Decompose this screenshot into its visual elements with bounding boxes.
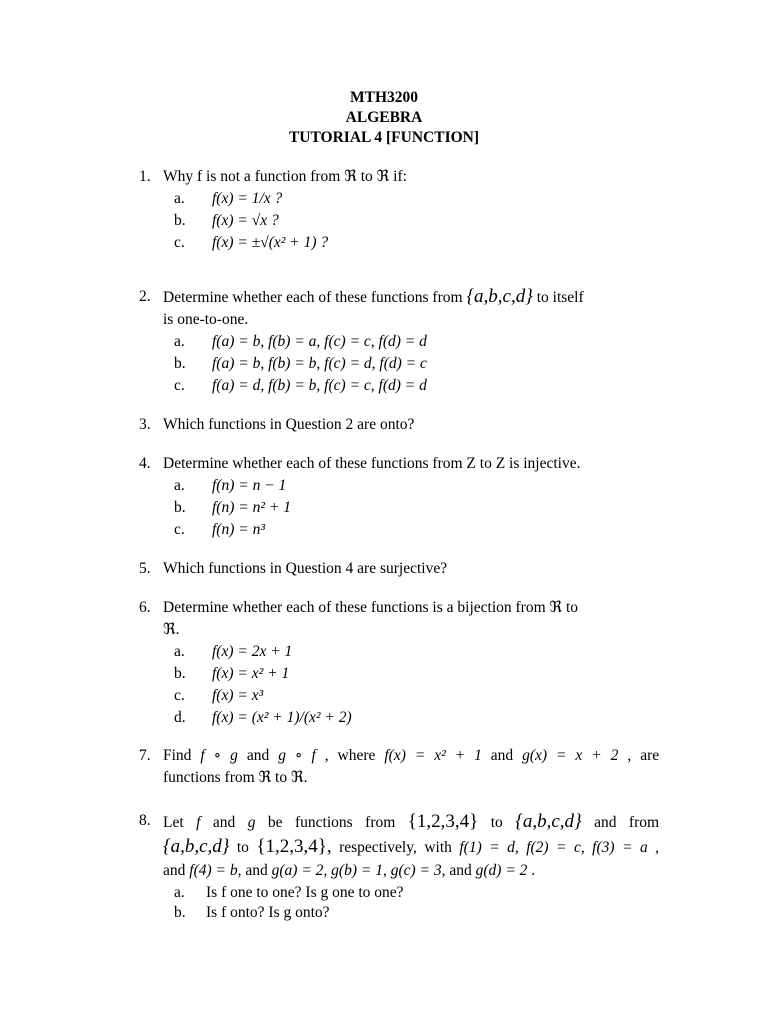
- question-text: Determine whether each of these functions from Z to Z is injective.: [163, 455, 581, 472]
- question-text-continued: [163, 835, 659, 860]
- item-label: a.: [174, 884, 185, 901]
- function-values: g(d) = 2: [475, 862, 528, 879]
- question-text: [163, 810, 659, 835]
- question-number: 2.: [139, 288, 151, 305]
- question-1: [139, 166, 659, 254]
- item-text: Is f onto? Is g onto?: [206, 904, 330, 921]
- question-text: [163, 286, 659, 309]
- text-word: and: [490, 747, 514, 764]
- question-text-continued: ℜ.: [163, 621, 180, 638]
- question-number: 3.: [139, 416, 151, 433]
- text-word: Find: [163, 747, 192, 764]
- item-label: b.: [174, 499, 186, 516]
- function-symbol: g: [247, 814, 256, 831]
- function-definition: g(x) = x + 2 ,: [522, 747, 632, 764]
- question-text-continued: [163, 860, 659, 882]
- item-expression: f(a) = d, f(b) = b, f(c) = c, f(d) = d: [212, 377, 427, 394]
- text-word: and: [212, 814, 236, 831]
- item-label: a.: [174, 477, 185, 494]
- question-text: Determine whether each of these functions is a bijection from ℜ to: [163, 599, 579, 616]
- question-8: [139, 810, 659, 922]
- text-word: Let: [163, 814, 184, 831]
- question-3: [139, 414, 659, 436]
- question-text: [163, 745, 659, 767]
- question-number: 5.: [139, 560, 151, 577]
- course-name: ALGEBRA: [345, 109, 423, 126]
- item-expression: f(a) = b, f(b) = a, f(c) = c, f(d) = d: [212, 333, 427, 350]
- question-text: Which functions in Question 4 are surjective?: [163, 560, 448, 577]
- question-item: [174, 902, 659, 922]
- question-item: [174, 707, 659, 729]
- text-word: to: [490, 814, 503, 831]
- question-7: [139, 745, 659, 789]
- item-label: a.: [174, 190, 185, 207]
- item-expression: f(x) = x³: [212, 687, 264, 704]
- question-text: Why f is not a function from ℜ to ℜ if:: [163, 168, 407, 185]
- question-text: Which functions in Question 2 are onto?: [163, 416, 415, 433]
- item-label: c.: [174, 234, 185, 251]
- function-values: f(4) = b: [189, 862, 238, 879]
- question-text-continued: functions from ℜ to ℜ.: [163, 769, 308, 786]
- text-word: with: [424, 839, 452, 856]
- item-label: a.: [174, 333, 185, 350]
- text-word: be: [267, 814, 283, 831]
- item-label: b.: [174, 904, 186, 921]
- question-item: [174, 663, 659, 685]
- function-symbol: f: [196, 814, 201, 831]
- item-label: b.: [174, 665, 186, 682]
- question-number: 1.: [139, 168, 151, 185]
- text-word: are: [640, 747, 660, 764]
- text-word: respectively,: [339, 839, 417, 856]
- question-number: 4.: [139, 455, 151, 472]
- question-number: 8.: [139, 812, 151, 829]
- question-item: [174, 353, 659, 375]
- item-expression: f(a) = b, f(b) = b, f(c) = d, f(d) = c: [212, 355, 427, 372]
- set-expression: {1,2,3,4}: [407, 811, 479, 832]
- question-4: [139, 453, 659, 541]
- item-expression: f(x) = 2x + 1: [212, 643, 293, 660]
- item-expression: f(x) = ±√(x² + 1) ?: [212, 234, 329, 251]
- question-item: [174, 331, 659, 353]
- question-item: [174, 497, 659, 519]
- function-values: g(a) = 2, g(b) = 1, g(c) = 3: [271, 862, 442, 879]
- question-item: [174, 188, 659, 210]
- composition-expression: g ∘ f ,: [278, 747, 329, 764]
- item-expression: f(x) = (x² + 1)/(x² + 2): [212, 709, 352, 726]
- item-text: Is f one to one? Is g one to one?: [206, 884, 404, 901]
- document-header: [0, 88, 768, 148]
- text-word: from: [628, 814, 660, 831]
- question-item: [174, 475, 659, 497]
- text-word: , and: [441, 862, 472, 879]
- item-expression: f(n) = n² + 1: [212, 499, 291, 516]
- item-expression: f(x) = x² + 1: [212, 665, 290, 682]
- text-word: and: [594, 814, 617, 831]
- question-item: [174, 882, 659, 902]
- question-item: [174, 375, 659, 397]
- question-2: [139, 286, 659, 397]
- composition-expression: f ∘ g: [200, 747, 238, 764]
- text-word: where: [337, 747, 376, 764]
- question-number: 7.: [139, 747, 151, 764]
- question-text-part: Determine whether each of these functions from: [163, 289, 463, 306]
- item-label: b.: [174, 355, 186, 372]
- question-text-part: to itself: [536, 289, 584, 306]
- question-item: [174, 519, 659, 541]
- question-item: [174, 685, 659, 707]
- question-item: [174, 210, 659, 232]
- set-expression: {a,b,c,d}: [163, 836, 230, 857]
- function-values: f(1) = d, f(2) = c, f(3) = a ,: [459, 839, 660, 856]
- item-label: a.: [174, 643, 185, 660]
- function-definition: f(x) = x² + 1: [384, 747, 482, 764]
- set-expression: {a,b,c,d}: [466, 286, 533, 307]
- item-label: d.: [174, 709, 186, 726]
- item-expression: f(n) = n − 1: [212, 477, 287, 494]
- set-expression: {1,2,3,4},: [256, 836, 332, 857]
- text-word: , and: [237, 862, 268, 879]
- item-label: c.: [174, 521, 185, 538]
- set-expression: {a,b,c,d}: [515, 811, 582, 832]
- text-word: from: [365, 814, 396, 831]
- question-6: [139, 597, 659, 729]
- question-number: 6.: [139, 599, 151, 616]
- item-label: c.: [174, 687, 185, 704]
- text-word: to: [236, 839, 249, 856]
- question-text-continued: is one-to-one.: [163, 311, 249, 328]
- item-label: b.: [174, 212, 186, 229]
- text-word: and: [163, 862, 186, 879]
- tutorial-title: TUTORIAL 4 [FUNCTION]: [288, 129, 480, 146]
- course-code: MTH3200: [349, 89, 419, 106]
- text-word: functions: [295, 814, 353, 831]
- question-item: [174, 641, 659, 663]
- question-5: [139, 558, 659, 580]
- item-label: c.: [174, 377, 185, 394]
- item-expression: f(x) = 1/x ?: [212, 190, 283, 207]
- text-word: .: [531, 862, 536, 879]
- item-expression: f(x) = √x ?: [212, 212, 279, 229]
- text-word: and: [246, 747, 270, 764]
- question-item: [174, 232, 659, 254]
- item-expression: f(n) = n³: [212, 521, 265, 538]
